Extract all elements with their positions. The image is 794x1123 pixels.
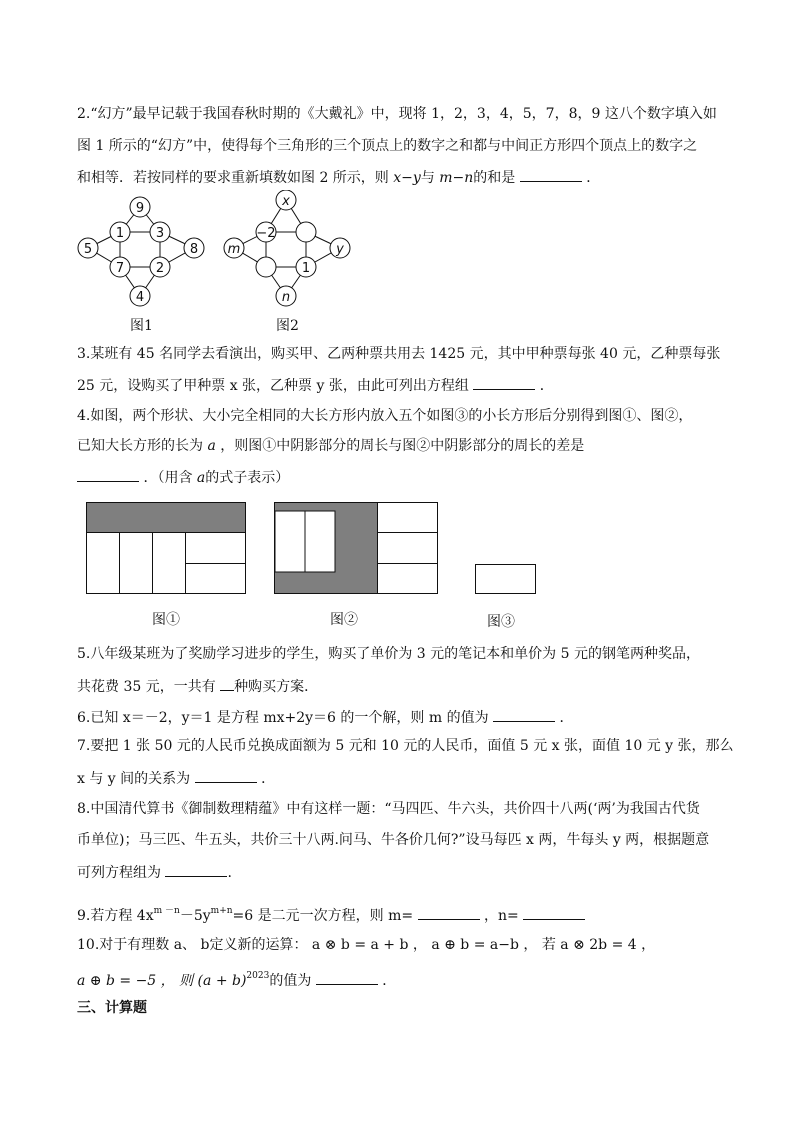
fig1-tr: 3 — [155, 226, 165, 241]
magic-square-figure-1 — [72, 190, 208, 310]
q5-line2: 共花费 35 元，一共有 种购买方案． — [77, 676, 318, 696]
q4-line3: ．（用含 a的式子表示） — [77, 467, 289, 487]
q2-line1: 2.“幻方”最早记载于我国春秋时期的《大戴礼》中，现将 1，2，3，4，5，7，8，9 这八个数字填入如 — [77, 106, 717, 122]
q9-m-blank[interactable] — [418, 905, 480, 920]
fig2-br: 1 — [301, 261, 311, 276]
section-heading-calculation: 三、计算题 — [77, 1000, 147, 1016]
fig1-caption: 图1 — [130, 318, 153, 334]
q7-answer-blank[interactable] — [195, 768, 257, 783]
q4-line1: 4.如图，两个形状、大小完全相同的大长方形内放入五个如图③的小长方形后分别得到图①、图②， — [77, 408, 693, 424]
q10-line2: a ⊕ b = −5 ， 则 $(a + b)^{2023}$的值为 ． — [77, 971, 397, 989]
fig2-tl: −2 — [256, 226, 276, 241]
q2-answer-blank[interactable] — [520, 167, 582, 182]
fig2-caption: 图2 — [276, 318, 299, 334]
fig1-right: 8 — [189, 242, 199, 257]
q7-line2: x 与 y 间的关系为 ． — [77, 768, 275, 788]
fig2-top: x — [282, 194, 290, 209]
fig1-top: 9 — [135, 201, 145, 216]
q9-n-blank[interactable] — [523, 905, 585, 920]
fig2-right: y — [336, 242, 344, 257]
q8-line2: 币单位)；马三匹、牛五头，共价三十八两.问马、牛各价几何?”设马每匹 x 两，牛每头 y 两，根据题意 — [77, 832, 710, 848]
fig2-bottom: n — [281, 290, 291, 305]
fig-2-caption: 图② — [330, 612, 358, 628]
q4-line2: 已知大长方形的长为 a ，则图①中阴影部分的周长与图②中阴影部分的周长的差是 — [77, 438, 585, 454]
q8-line3: 可列方程组为 . — [77, 862, 232, 882]
q8-answer-blank[interactable] — [165, 862, 227, 877]
fig1-left: 5 — [83, 242, 93, 257]
small-rectangle-figure-3 — [475, 564, 537, 595]
fig1-bottom: 4 — [135, 290, 145, 305]
q6-line: 6.已知 x＝－2，y＝1 是方程 mx+2y＝6 的一个解，则 m 的值为 ． — [77, 707, 573, 727]
q10-line1: 10.对于有理数 a、 b定义新的运算： a ⊗ b = a + b ， a ⊕ b = a−b ， 若 a ⊗ 2b = 4 ， — [77, 937, 656, 953]
q8-line1: 8.中国清代算书《御制数理精蕴》中有这样一题：“马四匹、牛六头，共价四十八两(‘两’为我国古代货 — [77, 801, 700, 817]
q4-answer-blank[interactable] — [77, 467, 139, 482]
fig2-left: m — [227, 242, 241, 257]
q3-line2: 25 元，设购买了甲种票 x 张，乙种票 y 张，由此可列出方程组 ． — [77, 375, 554, 395]
q9-line: 9.若方程 $4x^{m -n}-5y^{m+n}=6$ 是二元一次方程，则 m= ，n= — [77, 902, 585, 925]
fig-3-caption: 图③ — [487, 614, 515, 630]
rectangle-figure-1 — [86, 502, 248, 595]
q2-line3: 和相等．若按同样的要求重新填数如图 2 所示，则 x−y与 m−n的和是 ． — [77, 167, 600, 187]
fig1-tl: 1 — [115, 226, 125, 241]
q5-line1: 5.八年级某班为了奖励学习进步的学生，购买了单价为 3 元的笔记本和单价为 5 元的钢笔两种奖品， — [77, 646, 700, 662]
fig1-br: 2 — [155, 261, 165, 276]
fig-1-caption: 图① — [152, 612, 180, 628]
q6-answer-blank[interactable] — [493, 707, 555, 722]
magic-square-figure-2 — [218, 190, 354, 310]
q10-answer-blank[interactable] — [316, 970, 378, 985]
rectangle-figure-2 — [274, 502, 440, 595]
q3-answer-blank[interactable] — [473, 375, 535, 390]
q3-line1: 3.某班有 45 名同学去看演出，购买甲、乙两种票共用去 1425 元，其中甲种票每张 40 元，乙种票每张 — [77, 346, 721, 362]
q2-line2: 图 1 所示的“幻方”中，使得每个三角形的三个顶点上的数字之和都与中间正方形四个顶点上的数字之 — [77, 138, 698, 154]
q7-line1: 7.要把 1 张 50 元的人民币兑换成面额为 5 元和 10 元的人民币，面值 5 元 x 张，面值 10 元 y 张，那么 — [77, 738, 734, 754]
q5-answer-blank[interactable] — [220, 676, 234, 691]
fig1-bl: 7 — [115, 261, 125, 276]
